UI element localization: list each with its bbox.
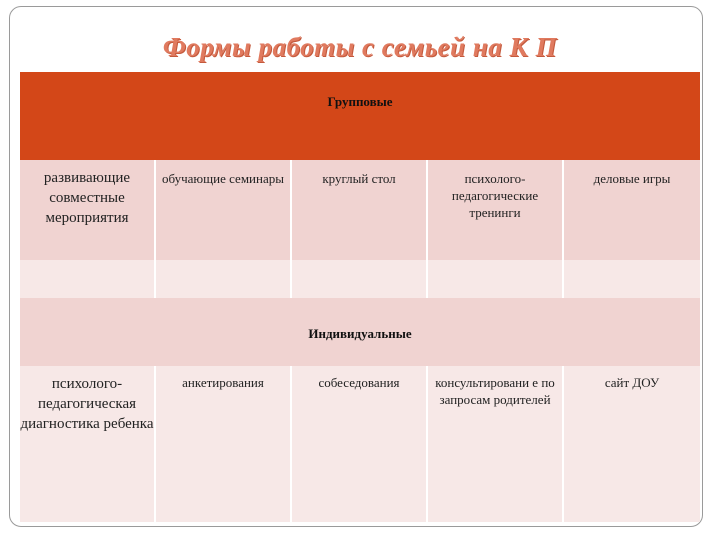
individual-cell-4: консультировани е по запросам родителей xyxy=(435,375,555,407)
column-separator xyxy=(154,366,156,522)
empty-row xyxy=(20,260,700,298)
group-header-row xyxy=(20,72,700,160)
column-separator xyxy=(426,366,428,522)
slide-title: Формы работы с семьей на К П xyxy=(162,32,558,62)
group-cell-4: психолого-педагогические тренинги xyxy=(451,171,539,220)
individual-cell-3: собеседования xyxy=(318,375,400,390)
group-cell-3: круглый стол xyxy=(322,171,396,186)
individual-cell-2: анкетирования xyxy=(182,375,264,390)
column-separator xyxy=(562,160,564,298)
group-header-label: Групповые xyxy=(327,94,393,109)
column-separator xyxy=(154,160,156,298)
column-separator xyxy=(290,160,292,298)
column-separator xyxy=(562,366,564,522)
group-cell-5: деловые игры xyxy=(593,171,671,186)
individual-header-label: Индивидуальные xyxy=(308,326,412,341)
column-separator xyxy=(290,366,292,522)
individual-cell-5: сайт ДОУ xyxy=(604,375,660,390)
group-cell-1: развивающие совместные мероприятия xyxy=(43,170,131,226)
column-separator xyxy=(426,160,428,298)
group-cell-2: обучающие семинары xyxy=(162,171,284,186)
forms-table xyxy=(20,72,700,522)
individual-cell-1: психолого-педагогическая диагностика ребенка xyxy=(20,376,154,432)
